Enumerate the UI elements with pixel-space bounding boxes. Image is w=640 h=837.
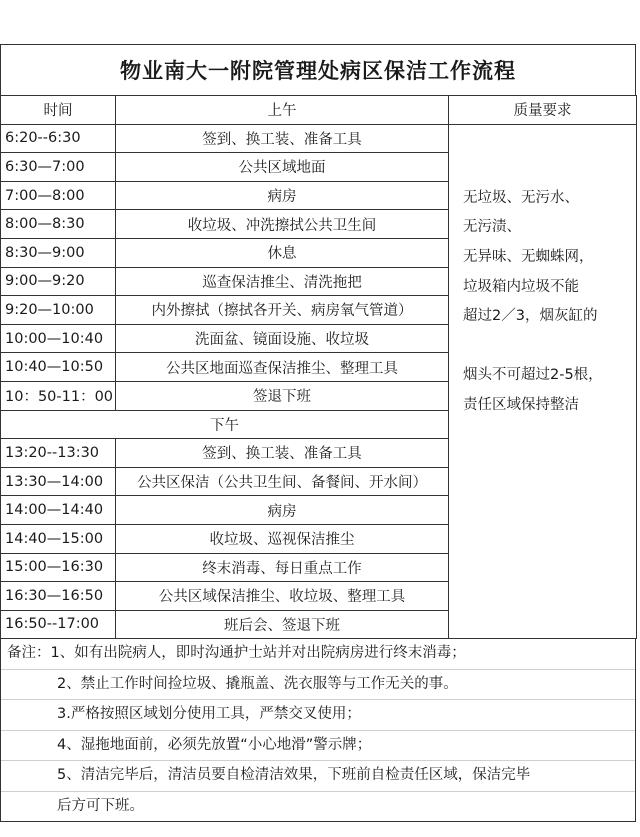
- task-cell: 终末消毒、每日重点工作: [116, 553, 449, 582]
- task-cell: 病房: [116, 181, 449, 210]
- time-cell: 9:20—10:00: [1, 296, 116, 325]
- time-cell: 13:30—14:00: [1, 467, 116, 496]
- note-line: 备注：1、如有出院病人，即时沟通护士站并对出院病房进行终末消毒；: [1, 639, 635, 670]
- header-quality: 质量要求: [449, 96, 637, 125]
- quality-line: 无异味、无蜘蛛网，: [463, 248, 594, 265]
- task-cell: 巡查保洁推尘、清洗拖把: [116, 267, 449, 296]
- time-cell: 8:00—8:30: [1, 210, 116, 239]
- quality-line: 责任区域保持整洁: [463, 396, 579, 413]
- time-cell: 16:50--17:00: [1, 610, 116, 639]
- schedule-body: [1, 96, 637, 639]
- task-cell: 病房: [116, 496, 449, 525]
- quality-line: 超过2／3，烟灰缸的: [463, 308, 598, 325]
- note-line: 2、禁止工作时间捡垃圾、撬瓶盖、洗衣服等与工作无关的事。: [1, 670, 635, 701]
- quality-line: [453, 332, 632, 362]
- document-page: [0, 44, 636, 822]
- note-line: 3.严格按照区域划分使用工具，严禁交叉使用；: [1, 700, 635, 731]
- time-cell: 13:20--13:30: [1, 439, 116, 468]
- time-cell: 10:40—10:50: [1, 353, 116, 382]
- task-cell: 内外擦拭（擦拭各开关、病房氧气管道）: [116, 296, 449, 325]
- header-am: 上午: [116, 96, 449, 125]
- note-line: 5、清洁完毕后，清洁员要自检清洁效果，下班前自检责任区域，保洁完毕: [1, 761, 635, 792]
- quality-line: 烟头不可超过2-5根，: [463, 367, 603, 384]
- task-cell: 公共区域保洁推尘、收垃圾、整理工具: [116, 582, 449, 611]
- quality-line: 无污渍、: [463, 219, 521, 236]
- task-cell: 班后会、签退下班: [116, 610, 449, 639]
- task-cell: 签到、换工装、准备工具: [116, 124, 449, 153]
- task-cell: 公共区保洁（公共卫生间、备餐间、开水间）: [116, 467, 449, 496]
- time-cell: 14:40—15:00: [1, 524, 116, 553]
- task-cell: 公共区域地面: [116, 153, 449, 182]
- task-cell: 公共区地面巡查保洁推尘、整理工具: [116, 353, 449, 382]
- notes-section: [0, 639, 636, 822]
- quality-spacer: [453, 125, 632, 184]
- schedule-table: [0, 95, 637, 639]
- time-cell: 15:00—16:30: [1, 553, 116, 582]
- task-cell: 休息: [116, 238, 449, 267]
- quality-line: 垃圾箱内垃圾不能: [463, 278, 579, 295]
- header-pm: 下午: [1, 410, 449, 439]
- task-cell: 签退下班: [116, 381, 449, 410]
- time-cell: 9:00—9:20: [1, 267, 116, 296]
- document-title: 物业南大一附院管理处病区保洁工作流程: [0, 44, 636, 95]
- time-cell: 8:30—9:00: [1, 238, 116, 267]
- note-line: 后方可下班。: [57, 797, 144, 814]
- task-cell: 收垃圾、冲洗擦拭公共卫生间: [116, 210, 449, 239]
- task-cell: 签到、换工装、准备工具: [116, 439, 449, 468]
- time-cell: 10：50-11：00: [1, 381, 116, 410]
- quality-line: 无垃圾、无污水、: [463, 189, 579, 206]
- quality-requirements-cell: [449, 124, 637, 639]
- note-line: 4、湿拖地面前，必须先放置“小心地滑”警示牌；: [1, 731, 635, 762]
- schedule-row: [1, 124, 637, 153]
- header-time: 时间: [1, 96, 116, 125]
- time-cell: 10:00—10:40: [1, 324, 116, 353]
- task-cell: 洗面盆、镜面设施、收垃圾: [116, 324, 449, 353]
- time-cell: 6:20--6:30: [1, 124, 116, 153]
- time-cell: 14:00—14:40: [1, 496, 116, 525]
- task-cell: 收垃圾、巡视保洁推尘: [116, 524, 449, 553]
- header-row: [1, 96, 637, 125]
- time-cell: 7:00—8:00: [1, 181, 116, 210]
- time-cell: 16:30—16:50: [1, 582, 116, 611]
- time-cell: 6:30—7:00: [1, 153, 116, 182]
